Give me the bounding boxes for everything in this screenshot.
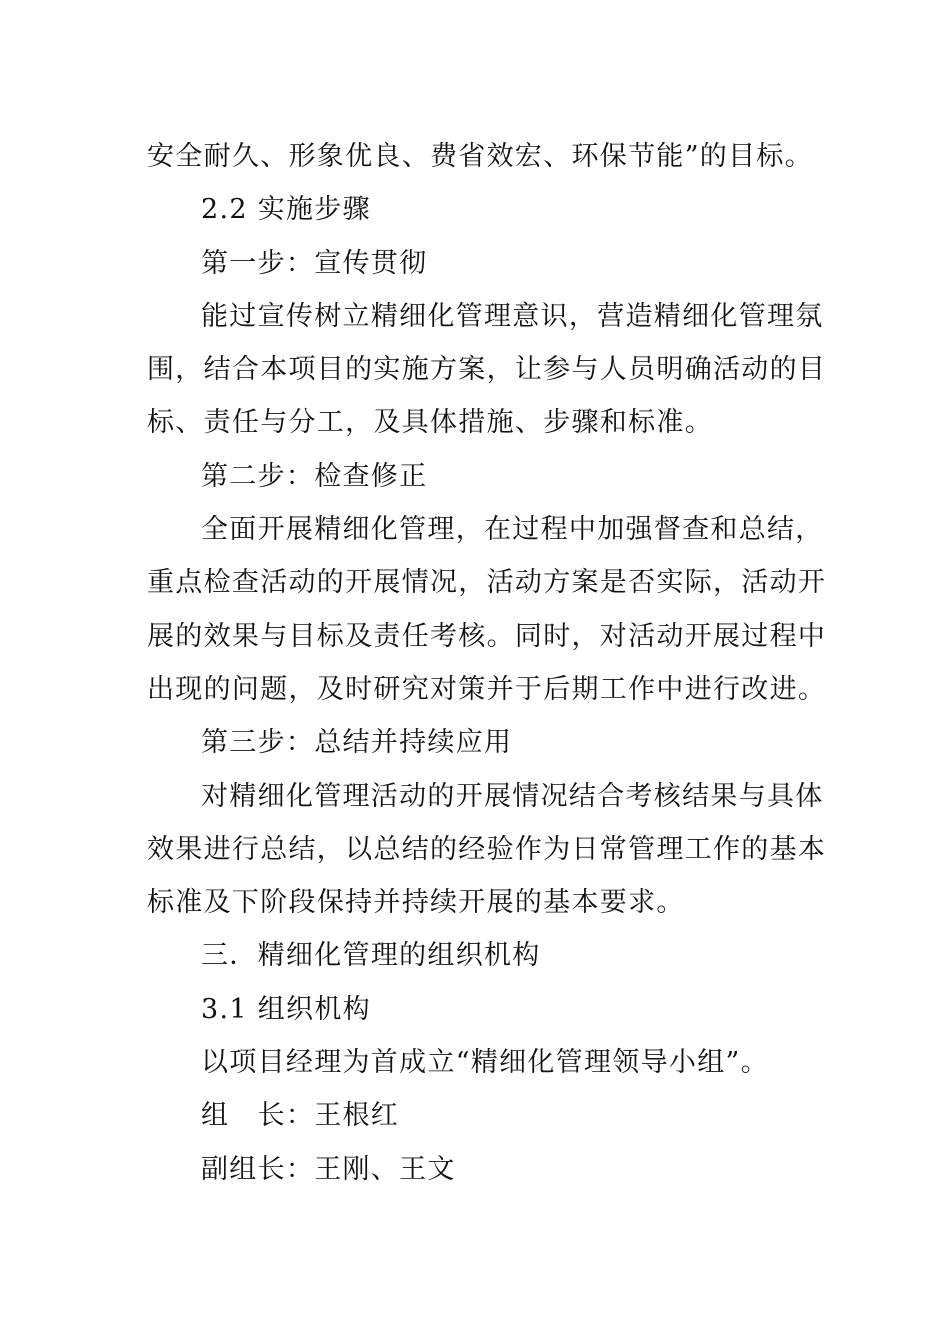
paragraph-line: 效果进行总结，以总结的经验作为日常管理工作的基本 [147, 833, 827, 865]
paragraph-line: 出现的问题，及时研究对策并于后期工作中进行改进。 [147, 673, 827, 705]
document-body [147, 130, 827, 1196]
step-heading-1: 第一步：宣传贯彻 [201, 247, 428, 279]
team-leader-line: 组 长：王根红 [201, 1100, 400, 1132]
deputy-leader-line: 副组长：王刚、王文 [201, 1153, 456, 1185]
paragraph-line: 标准及下阶段保持并持续开展的基本要求。 [147, 887, 685, 919]
section-heading-3: 三．精细化管理的组织机构 [201, 940, 541, 972]
section-heading-3-1: 3.1 组织机构 [201, 993, 371, 1025]
paragraph-line: 以项目经理为首成立“精细化管理领导小组”。 [201, 1047, 769, 1079]
paragraph-line: 重点检查活动的开展情况，活动方案是否实际，活动开 [147, 567, 827, 599]
section-heading-2-2: 2.2 实施步骤 [201, 194, 371, 226]
paragraph-line: 标、责任与分工，及具体措施、步骤和标准。 [147, 407, 713, 439]
paragraph-line: 全面开展精细化管理，在过程中加强督查和总结， [201, 514, 824, 546]
paragraph-line: 能过宣传树立精细化管理意识，营造精细化管理氛 [201, 300, 824, 332]
paragraph-line: 展的效果与目标及责任考核。同时，对活动开展过程中 [147, 620, 827, 652]
paragraph-line: 围，结合本项目的实施方案，让参与人员明确活动的目 [147, 354, 827, 386]
paragraph-line: 对精细化管理活动的开展情况结合考核结果与具体 [201, 780, 824, 812]
paragraph-line: 安全耐久、形象优良、费省效宏、环保节能”的目标。 [147, 141, 814, 172]
step-heading-3: 第三步：总结并持续应用 [201, 727, 513, 759]
step-heading-2: 第二步：检查修正 [201, 460, 428, 492]
